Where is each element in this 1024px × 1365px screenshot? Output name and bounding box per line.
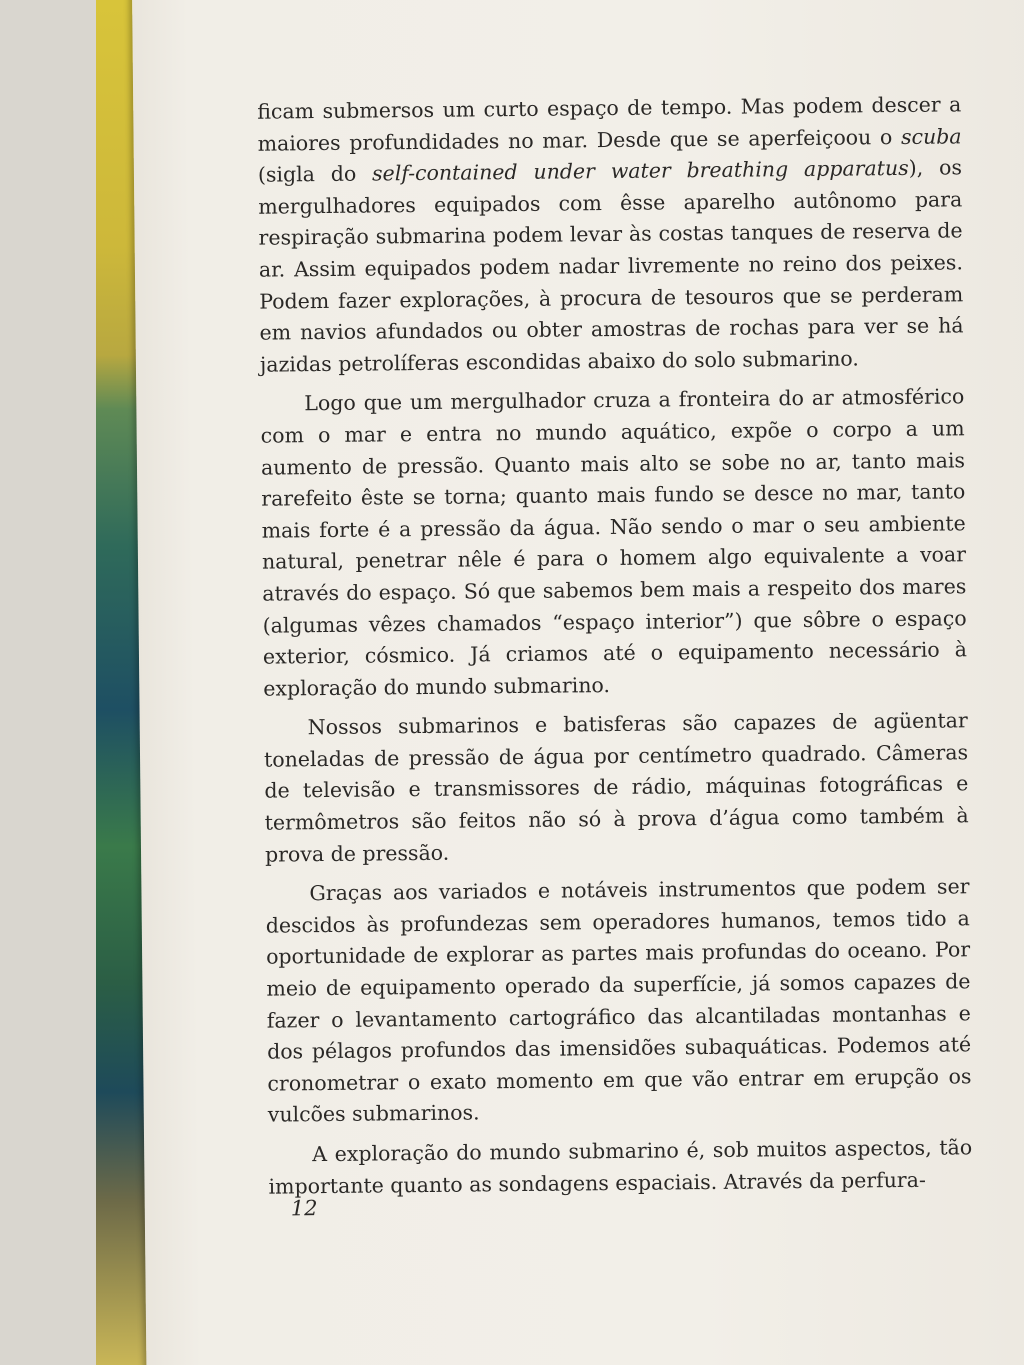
p1-acronym-expansion: self-contained under water breathing apparatus — [371, 156, 909, 186]
paragraph-4: Graças aos variados e notáveis instrumentos que podem ser descidos às profundezas sem operadores humanos, temos tido a oportunidade de explorar as partes mais profundas do oceano. Por meio de equipamento operado da superfície, já somos capazes de fazer o levantamento cartográfico das alcantiladas montanhas e dos pélagos profundos das imensidões subaquáticas. Podemos até cronometrar o exato momento em que vão entrar em erupção os vulcões submarinos. — [265, 874, 972, 1128]
paragraph-2: Logo que um mergulhador cruza a fronteira do ar atmosférico com o mar e entra no mundo aquático, expõe o corpo a um aumento de pressão. Quanto mais alto se sobe no ar, tanto mais rarefeito êste se torna; quanto mais fundo se desce no mar, tanto mais forte é a pressão da água. Não sendo o mar o seu ambiente natural, penetrar nêle é para o homem algo equivalente a voar através do espaço. Só que sabemos bem mais a respeito dos mares (algumas vêzes chamados “espaço interior”) que sôbre o espaço exterior, cósmico. Já criamos até o equipamento necessário à exploração do mundo submarino. — [260, 384, 968, 701]
p1-scuba-term: scuba — [900, 123, 962, 149]
paragraph-5: A exploração do mundo submarino é, sob muitos aspectos, tão importante quanto as sondagens espaciais. Através da perfura- — [268, 1135, 973, 1199]
paragraph-3: Nossos submarinos e batisferas são capazes de agüentar toneladas de pressão de água por centímetro quadrado. Câmeras de televisão e transmissores de rádio, máquinas fotográficas e termômetros são feitos não só à prova d’água como também à prova de pressão. — [263, 708, 969, 867]
p1-text-b: (sigla do — [257, 161, 373, 187]
page-number: 12 — [290, 1196, 318, 1221]
p1-text-a: ficam submersos um curto espaço de tempo. Mas podem descer a maiores profundidades no mar. Desde que se aperfeiçoou o — [257, 92, 962, 156]
book-page — [132, 0, 1024, 1365]
p1-text-c: ), os mergulhadores equipados com êsse aparelho autônomo para respiração submarina podem levar às costas tanques de reserva de ar. Assim equipados podem nadar livremente no reino dos peixes. Podem fazer explorações, à procura de tesouros que se perderam em navios afundados ou obter amostras de rochas para ver se há jazidas petrolíferas escondidas abaixo do solo submarino. — [258, 155, 964, 377]
paragraph-1 — [257, 89, 964, 381]
body-text — [257, 89, 973, 1210]
